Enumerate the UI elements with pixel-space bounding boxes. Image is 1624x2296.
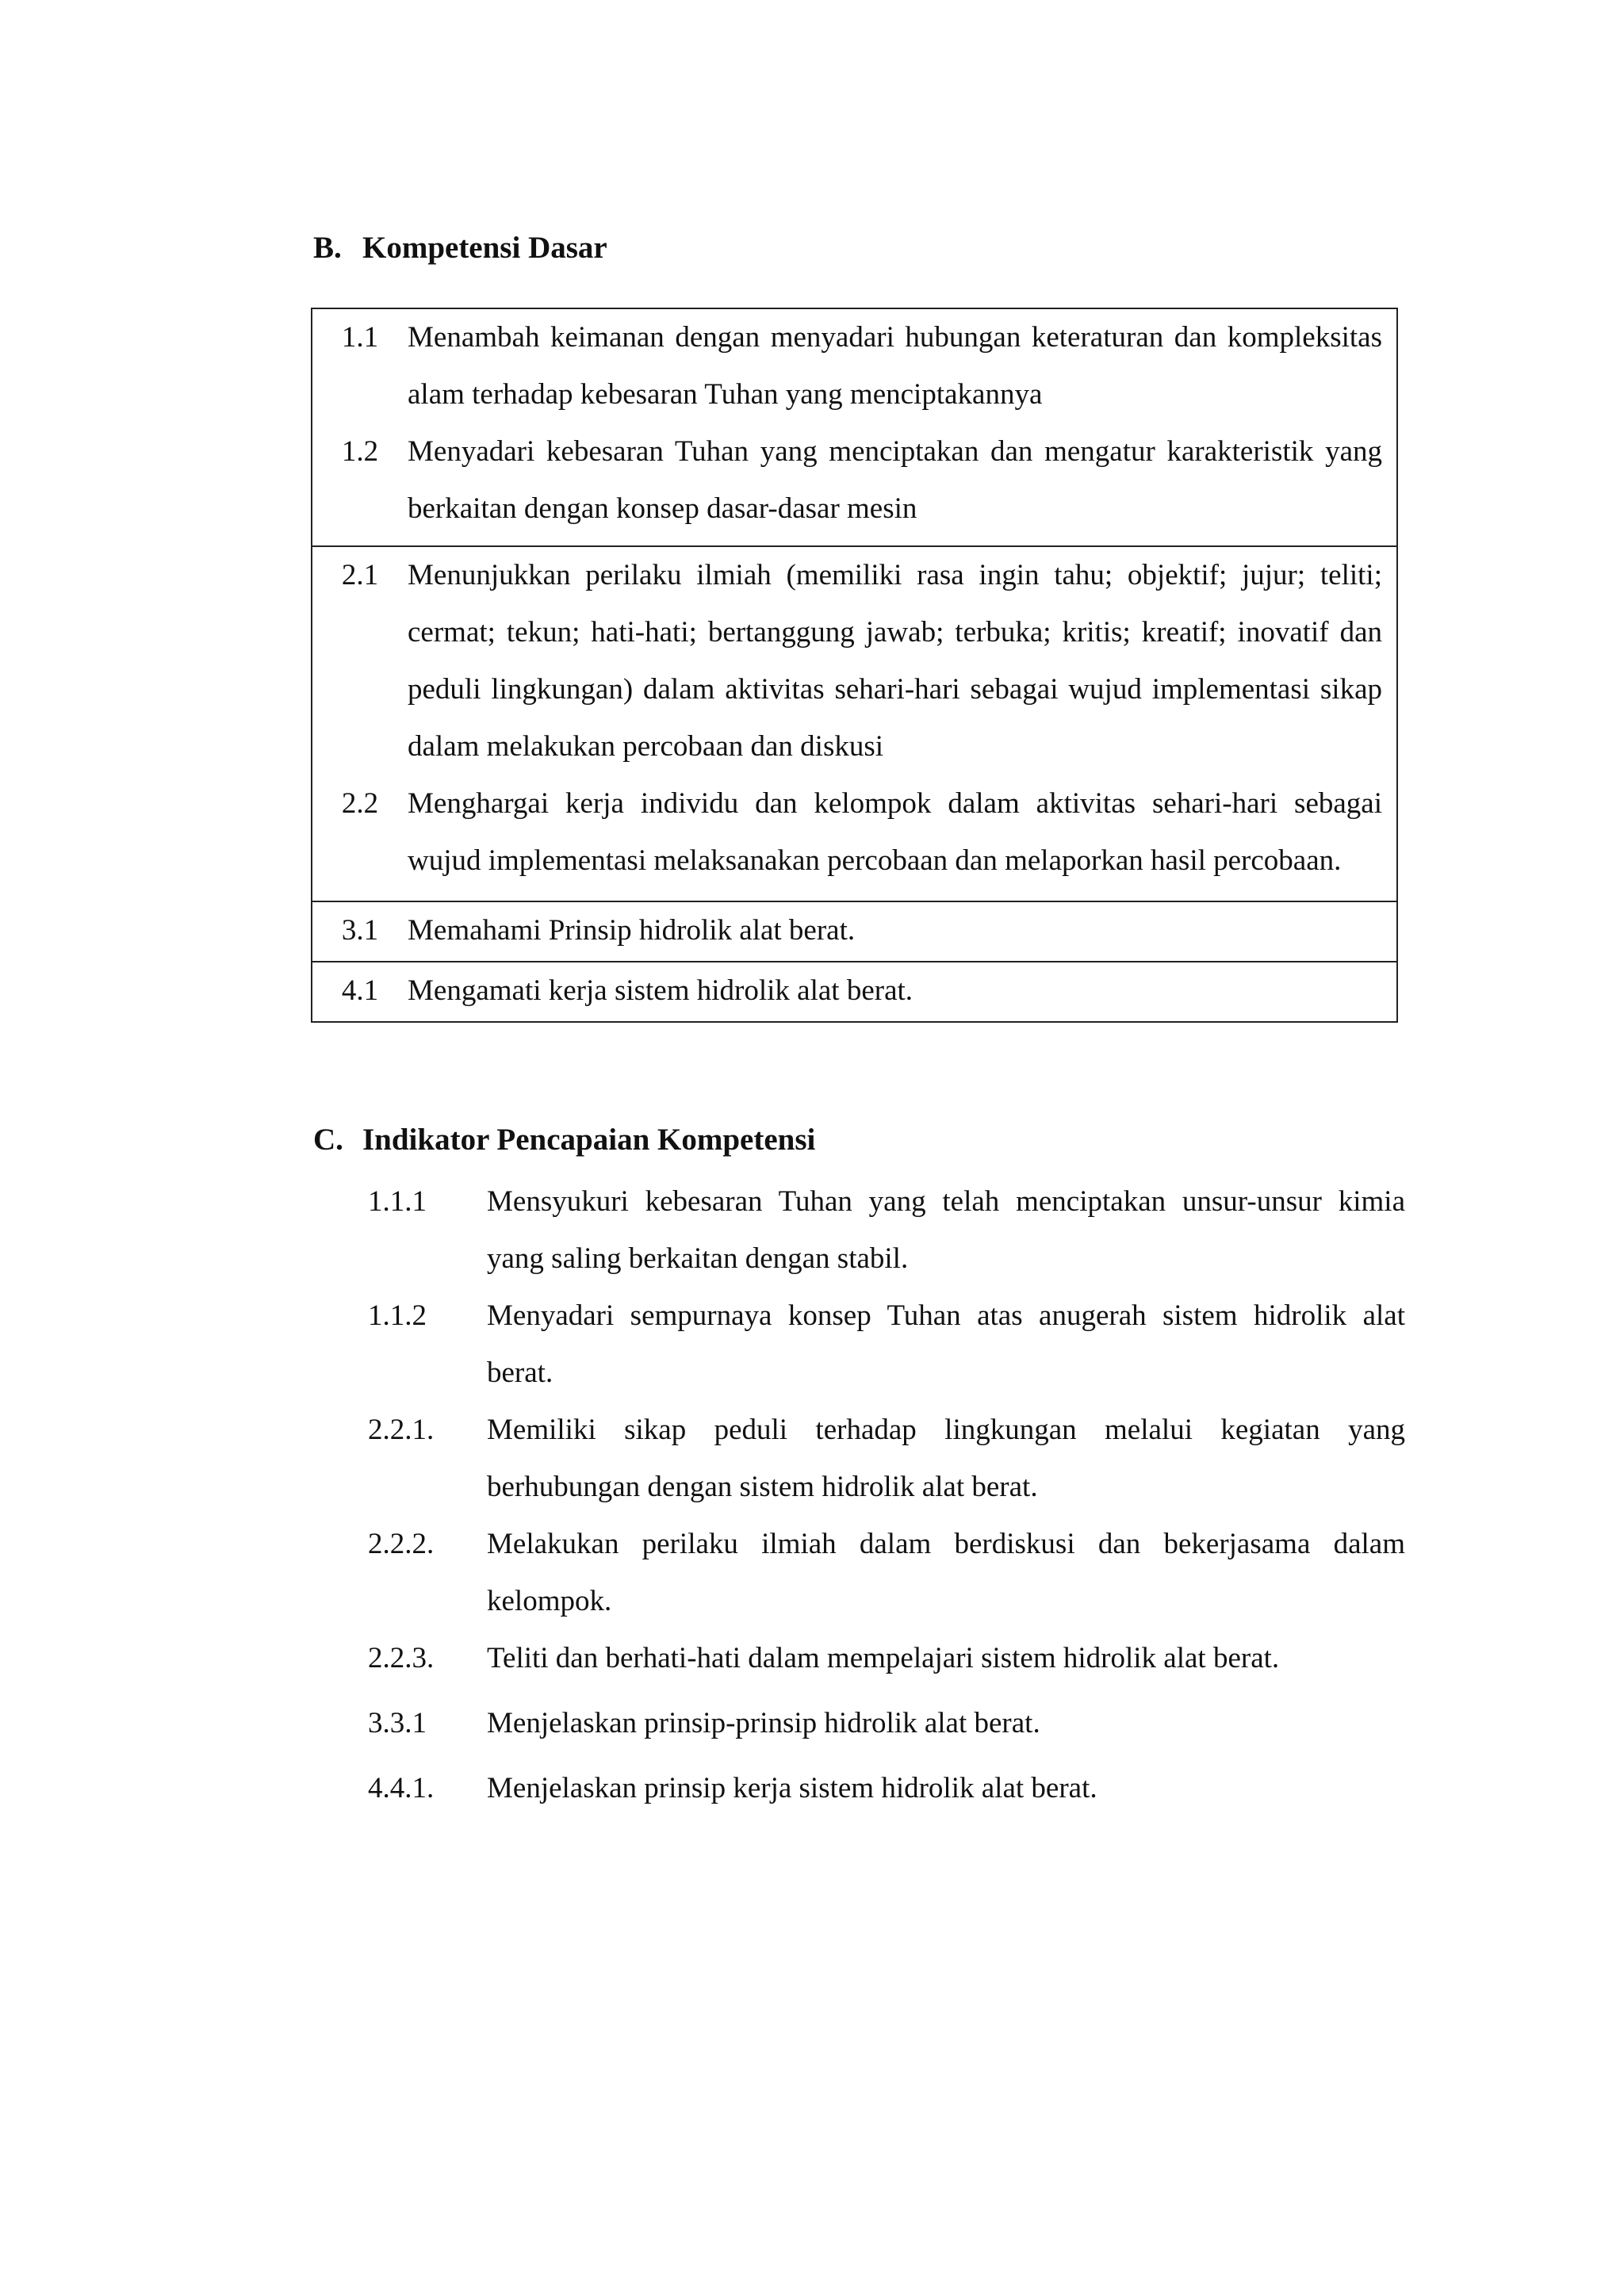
kd-number: 3.1 (341, 914, 379, 947)
indikator-number: 1.1.1 (368, 1185, 427, 1218)
kd-row (312, 902, 1382, 959)
kd-group-2 (312, 545, 1396, 901)
indikator-item (368, 1630, 1405, 1687)
indikator-text: Menyadari sempurnaya konsep Tuhan atas anugerah sistem hidrolik alat berat. (487, 1299, 1405, 1389)
kd-group-4 (312, 961, 1396, 1021)
kd-group-1 (312, 309, 1396, 545)
indikator-text: Melakukan perilaku ilmiah dalam berdiskusi dan bekerjasama dalam kelompok. (487, 1528, 1405, 1617)
kd-text: Menambah keimanan dengan menyadari hubungan keteraturan dan kompleksitas alam terhadap kebesaran Tuhan yang menciptakannya (408, 321, 1382, 411)
section-b-heading (313, 230, 607, 266)
indikator-item (368, 1173, 1405, 1288)
indikator-item (368, 1402, 1405, 1516)
indikator-list (368, 1173, 1405, 1817)
kd-group-3 (312, 901, 1396, 961)
indikator-number: 2.2.3. (368, 1642, 435, 1674)
kd-number: 2.2 (341, 787, 379, 820)
section-c-letter: C. (313, 1123, 343, 1157)
kd-text: Mengamati kerja sistem hidrolik alat berat. (408, 974, 914, 1007)
indikator-item (368, 1516, 1405, 1630)
indikator-text: Menjelaskan prinsip-prinsip hidrolik alat berat. (487, 1707, 1040, 1739)
kd-number: 1.2 (341, 435, 379, 468)
indikator-item (368, 1288, 1405, 1402)
kd-row (312, 775, 1382, 890)
indikator-number: 2.2.2. (368, 1528, 435, 1560)
indikator-number: 4.4.1. (368, 1772, 435, 1804)
kd-row (312, 309, 1382, 423)
indikator-text: Teliti dan berhati-hati dalam mempelajari sistem hidrolik alat berat. (487, 1642, 1280, 1674)
kd-number: 4.1 (341, 974, 379, 1007)
kd-number: 2.1 (341, 559, 379, 591)
kd-text: Menunjukkan perilaku ilmiah (memiliki rasa ingin tahu; objektif; jujur; teliti; cermat; tekun; hati-hati; bertanggung jawab; terbuka; kritis; kreatif; inovatif dan peduli lingkungan) dalam aktivitas sehari-hari sebagai wujud implementasi sikap dalam melakukan percobaan dan diskusi (408, 559, 1382, 763)
section-b-title: Kompetensi Dasar (362, 231, 607, 265)
kd-text: Menyadari kebesaran Tuhan yang menciptakan dan mengatur karakteristik yang berkaitan dengan konsep dasar-dasar mesin (408, 435, 1382, 525)
kd-row (312, 423, 1382, 538)
indikator-text: Menjelaskan prinsip kerja sistem hidrolik alat berat. (487, 1772, 1097, 1804)
section-b-letter: B. (313, 231, 342, 265)
kd-text: Menghargai kerja individu dan kelompok dalam aktivitas sehari-hari sebagai wujud implementasi melaksanakan percobaan dan melaporkan hasil percobaan. (408, 787, 1382, 877)
indikator-number: 1.1.2 (368, 1299, 427, 1332)
kd-row (312, 547, 1382, 775)
indikator-number: 2.2.1. (368, 1414, 435, 1446)
indikator-text: Mensyukuri kebesaran Tuhan yang telah menciptakan unsur-unsur kimia yang saling berkaitan dengan stabil. (487, 1185, 1405, 1275)
indikator-item (368, 1695, 1405, 1752)
kd-text: Memahami Prinsip hidrolik alat berat. (408, 914, 856, 947)
kd-number: 1.1 (341, 321, 379, 354)
section-c-title: Indikator Pencapaian Kompetensi (362, 1123, 816, 1157)
kompetensi-dasar-table (311, 308, 1398, 1023)
indikator-number: 3.3.1 (368, 1707, 427, 1739)
indikator-item (368, 1760, 1405, 1817)
kd-row (312, 962, 1382, 1020)
indikator-text: Memiliki sikap peduli terhadap lingkungan melalui kegiatan yang berhubungan dengan sistem hidrolik alat berat. (487, 1414, 1405, 1503)
section-c-heading (313, 1122, 815, 1158)
